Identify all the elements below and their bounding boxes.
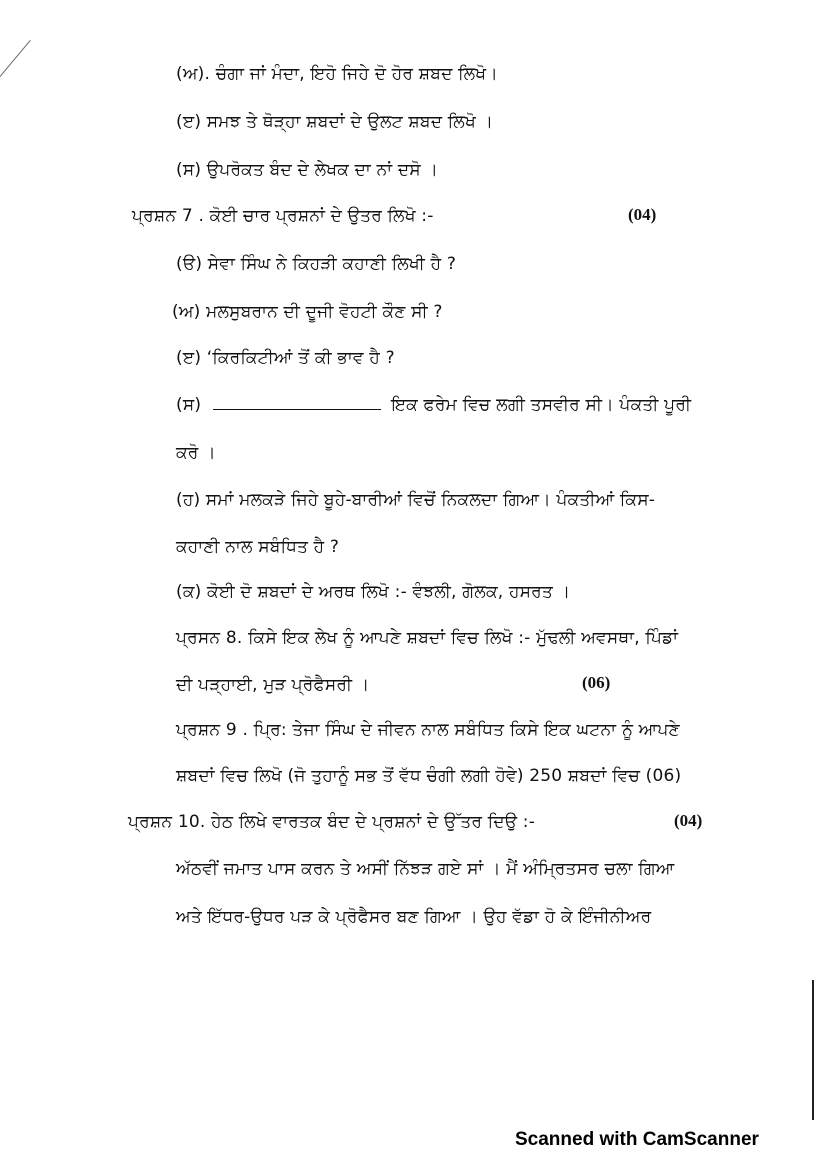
scan-artifact-top-left bbox=[0, 40, 31, 102]
passage-line-2: ਅਤੇ ਇੱਧਰ-ਉਧਰ ਪੜ ਕੇ ਪ੍ਰੋਫੈਸਰ ਬਣ ਗਿਆ । ਉਹ ਵੱਡਾ ਹੋ ਕੇ ਇੰਜੀਨੀਅਰ bbox=[176, 907, 652, 927]
question-6-part-e: (ੲ) ਸਮਝ ਤੇ ਥੋੜ੍ਹਾ ਸ਼ਬਦਾਂ ਦੇ ਉਲਟ ਸ਼ਬਦ ਲਿਖੋ । bbox=[176, 112, 494, 132]
question-7-part-h: (ਹ) ਸਮਾਂ ਮਲਕੜੇ ਜਿਹੇ ਬੂਹੇ-ਬਾਰੀਆਂ ਵਿਚੋਂ ਨਿਕਲਦਾ ਗਿਆ। ਪੰਕਤੀਆਂ ਕਿਸ- bbox=[176, 490, 656, 510]
question-7-part-s-label: (ਸ) bbox=[176, 395, 202, 415]
question-10-marks: (04) bbox=[674, 811, 703, 830]
question-10-title: ਪ੍ਰਸ਼ਨ 10. ਹੇਠ ਲਿਖੇ ਵਾਰਤਕ ਬੰਦ ਦੇ ਪ੍ਰਸ਼ਨਾਂ ਦੇ ਉੱਤਰ ਦਿਉ :- bbox=[128, 812, 536, 832]
camscanner-watermark: Scanned with CamScanner bbox=[515, 1129, 759, 1150]
fill-in-blank bbox=[213, 395, 381, 410]
question-9: ਪ੍ਰਸ਼ਨ 9 . ਪ੍ਰਿ: ਤੇਜਾ ਸਿੰਘ ਦੇ ਜੀਵਨ ਨਾਲ ਸਬੰਧਿਤ ਕਿਸੇ ਇਕ ਘਟਨਾ ਨੂੰ ਆਪਣੇ bbox=[176, 720, 680, 740]
question-9-continued: ਸ਼ਬਦਾਂ ਵਿਚ ਲਿਖੋ (ਜੋ ਤੁਹਾਨੂੰ ਸਭ ਤੋਂ ਵੱਧ ਚੰਗੀ ਲਗੀ ਹੋਵੇ) 250 ਸ਼ਬਦਾਂ ਵਿਚ (06) bbox=[176, 766, 682, 786]
passage-line-1: ਅੱਠਵੀਂ ਜਮਾਤ ਪਾਸ ਕਰਨ ਤੇ ਅਸੀਂ ਨਿੱਝੜ ਗਏ ਸਾਂ । ਮੈਂ ਅੰਮ੍ਰਿਤਸਰ ਚਲਾ ਗਿਆ bbox=[176, 859, 675, 879]
question-7-part-h-continued: ਕਹਾਣੀ ਨਾਲ ਸਬੰਧਿਤ ਹੈ ? bbox=[176, 537, 340, 557]
question-8: ਪ੍ਰਸਨ 8. ਕਿਸੇ ਇਕ ਲੇਖ ਨੂੰ ਆਪਣੇ ਸ਼ਬਦਾਂ ਵਿਚ ਲਿਖੋ :- ਮੁੱਢਲੀ ਅਵਸਥਾ, ਪਿੰਡਾਂ bbox=[176, 628, 679, 648]
question-7-part-u: (ੳ) ਸੇਵਾ ਸਿੰਘ ਨੇ ਕਿਹੜੀ ਕਹਾਣੀ ਲਿਖੀ ਹੈ ? bbox=[176, 254, 457, 274]
question-7-part-s-continued: ਕਰੋ । bbox=[176, 443, 216, 463]
question-6-part-a: (ਅ). ਚੰਗਾ ਜਾਂ ਮੰਦਾ, ਇਹੋ ਜਿਹੇ ਦੋ ਹੋਰ ਸ਼ਬਦ ਲਿਖੋ। bbox=[176, 64, 498, 84]
question-7-title: ਪ੍ਰਸ਼ਨ 7 . ਕੋਈ ਚਾਰ ਪ੍ਰਸ਼ਨਾਂ ਦੇ ਉਤਰ ਲਿਖੋ :- bbox=[132, 206, 434, 226]
question-7-part-s-text: ਇਕ ਫਰੇਮ ਵਿਚ ਲਗੀ ਤਸਵੀਰ ਸੀ। ਪੰਕਤੀ ਪੂਰੀ bbox=[391, 395, 692, 415]
scan-artifact-right-edge bbox=[812, 980, 814, 1120]
question-7-part-a: (ਅ) ਮਲਸੁਬਰਾਨ ਦੀ ਦੂਜੀ ਵੋਹਟੀ ਕੌਣ ਸੀ ? bbox=[172, 302, 443, 322]
question-7-marks: (04) bbox=[628, 205, 657, 224]
question-8-marks: (06) bbox=[582, 673, 611, 692]
question-7-part-s bbox=[176, 393, 691, 417]
question-7-part-k: (ਕ) ਕੋਈ ਦੋ ਸ਼ਬਦਾਂ ਦੇ ਅਰਥ ਲਿਖੋ :- ਵੰਝਲੀ, ਗੋਲਕ, ਹਸਰਤ । bbox=[176, 582, 571, 602]
question-6-part-s: (ਸ) ਉਪਰੋਕਤ ਬੰਦ ਦੇ ਲੇਖਕ ਦਾ ਨਾਂ ਦਸੋ । bbox=[176, 160, 439, 180]
question-7-part-e: (ੲ) ‘ਕਿਰਕਿਟੀਆਂ ਤੋਂ ਕੀ ਭਾਵ ਹੈ ? bbox=[176, 348, 395, 368]
question-8-continued: ਦੀ ਪੜ੍ਹਾਈ, ਮੁੜ ਪ੍ਰੋਫੈਸਰੀ । bbox=[176, 675, 370, 695]
